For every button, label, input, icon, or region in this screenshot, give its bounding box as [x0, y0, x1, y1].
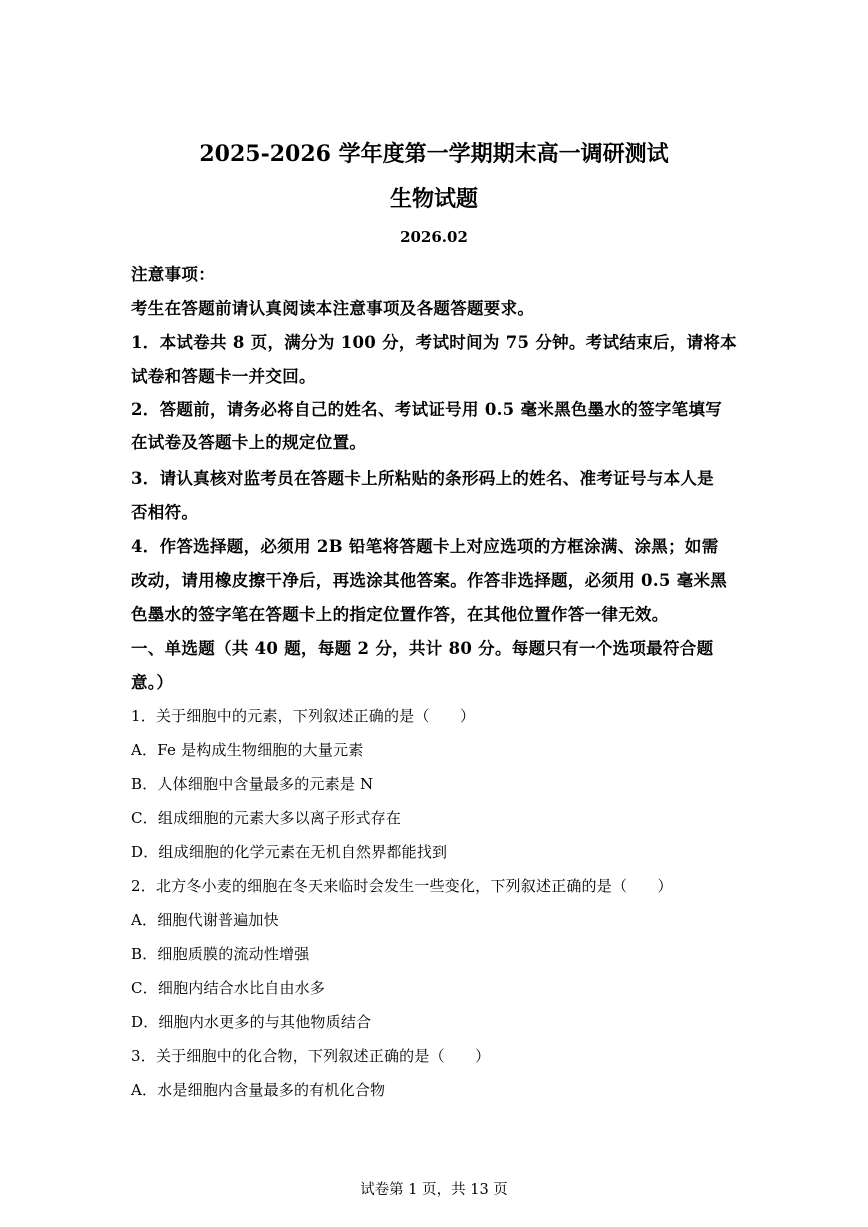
notice-line: 1．本试卷共 8 页，满分为 100 分，考试时间为 75 分钟。考试结束后，请将本 [131, 333, 737, 352]
subject-title: 生物试题 [389, 186, 478, 212]
page-footer: 试卷第 1 页，共 13 页 [360, 1182, 508, 1198]
notice-line: 否相符。 [131, 503, 199, 522]
question-option: D．组成细胞的化学元素在无机自然界都能找到 [131, 843, 448, 861]
notice-line: 改动，请用橡皮擦干净后，再选涂其他答案。作答非选择题，必须用 0.5 毫米黑 [131, 571, 728, 590]
question-option: D．细胞内水更多的与其他物质结合 [131, 1013, 372, 1031]
question-stem: 1．关于细胞中的元素，下列叙述正确的是（ ） [131, 707, 476, 725]
question-option: B．人体细胞中含量最多的元素是 N [131, 775, 374, 793]
notice-intro: 考生在答题前请认真阅读本注意事项及各题答题要求。 [131, 299, 535, 318]
notice-heading: 注意事项： [131, 265, 215, 284]
question-option: C．细胞内结合水比自由水多 [131, 979, 326, 997]
notice-line: 色墨水的签字笔在答题卡上的指定位置作答，在其他位置作答一律无效。 [131, 605, 669, 624]
question-option: A．Fe 是构成生物细胞的大量元素 [131, 741, 364, 759]
question-option: A．水是细胞内含量最多的有机化合物 [131, 1081, 386, 1099]
question-option: A．细胞代谢普遍加快 [131, 911, 279, 929]
notice-line: 4．作答选择题，必须用 2B 铅笔将答题卡上对应选项的方框涂满、涂黑；如需 [131, 537, 719, 556]
notice-line: 在试卷及答题卡上的规定位置。 [131, 433, 367, 452]
exam-date: 2026.02 [400, 228, 468, 246]
notice-line: 3．请认真核对监考员在答题卡上所粘贴的条形码上的姓名、准考证号与本人是 [131, 469, 714, 488]
question-option: B．细胞质膜的流动性增强 [131, 945, 310, 963]
section-heading: 一、单选题（共 40 题，每题 2 分，共计 80 分。每题只有一个选项最符合题 [131, 639, 714, 658]
section-heading-cont: 意。） [131, 673, 174, 692]
question-stem: 2．北方冬小麦的细胞在冬天来临时会发生一些变化，下列叙述正确的是（ ） [131, 877, 673, 895]
question-option: C．组成细胞的元素大多以离子形式存在 [131, 809, 402, 827]
exam-title: 2025-2026 学年度第一学期期末高一调研测试 [199, 141, 669, 167]
question-stem: 3．关于细胞中的化合物，下列叙述正确的是（ ） [131, 1047, 491, 1065]
notice-line: 试卷和答题卡一并交回。 [131, 367, 316, 386]
notice-line: 2．答题前，请务必将自己的姓名、考试证号用 0.5 毫米黑色墨水的签字笔填写 [131, 400, 723, 419]
